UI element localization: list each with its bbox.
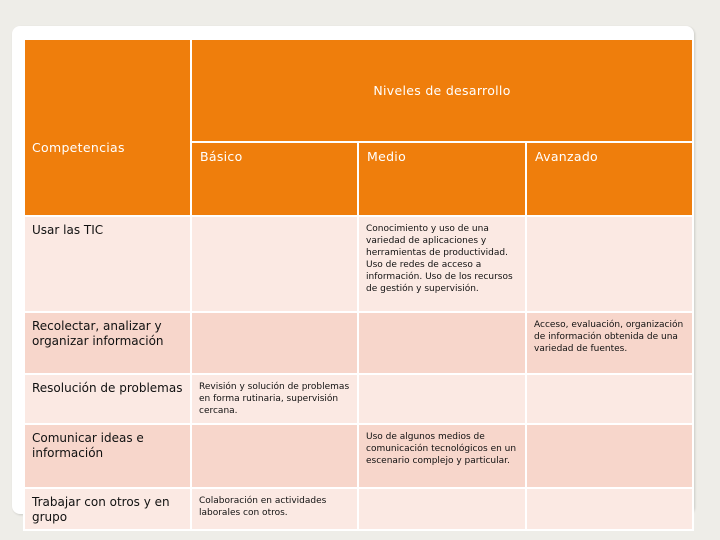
cell-basico — [191, 424, 358, 488]
row-label: Trabajar con otros y en grupo — [24, 488, 191, 530]
cell-basico: Colaboración en actividades laborales con otros. — [191, 488, 358, 530]
cell-basico: Revisión y solución de problemas en forma rutinaria, supervisión cercana. — [191, 374, 358, 424]
competencias-header: Competencias — [24, 39, 191, 216]
row-label: Recolectar, analizar y organizar información — [24, 312, 191, 374]
cell-avanzado — [526, 488, 693, 530]
cell-medio — [358, 374, 526, 424]
niveles-title: Niveles de desarrollo — [373, 83, 511, 98]
table-row — [24, 216, 693, 312]
row-label: Usar las TIC — [24, 216, 191, 312]
level-avanzado-header: Avanzado — [526, 142, 693, 216]
cell-avanzado — [526, 424, 693, 488]
competencias-table — [23, 38, 694, 531]
cell-medio: Uso de algunos medios de comunicación tecnológicos en un escenario complejo y particular. — [358, 424, 526, 488]
level-basico-header: Básico — [191, 142, 358, 216]
cell-basico — [191, 312, 358, 374]
row-label: Comunicar ideas e información — [24, 424, 191, 488]
table-row — [24, 424, 693, 488]
cell-avanzado — [526, 374, 693, 424]
cell-medio — [358, 488, 526, 530]
cell-avanzado: Acceso, evaluación, organización de información obtenida de una variedad de fuentes. — [526, 312, 693, 374]
row-label: Resolución de problemas — [24, 374, 191, 424]
cell-medio: Conocimiento y uso de una variedad de aplicaciones y herramientas de productividad. Uso de redes de acceso a información. Uso de los recursos de gestión y supervisión. — [358, 216, 526, 312]
cell-basico — [191, 216, 358, 312]
cell-avanzado — [526, 216, 693, 312]
cell-medio — [358, 312, 526, 374]
table-row — [24, 488, 693, 530]
niveles-header — [191, 39, 693, 142]
table-row — [24, 374, 693, 424]
table-row — [24, 312, 693, 374]
level-medio-header: Medio — [358, 142, 526, 216]
